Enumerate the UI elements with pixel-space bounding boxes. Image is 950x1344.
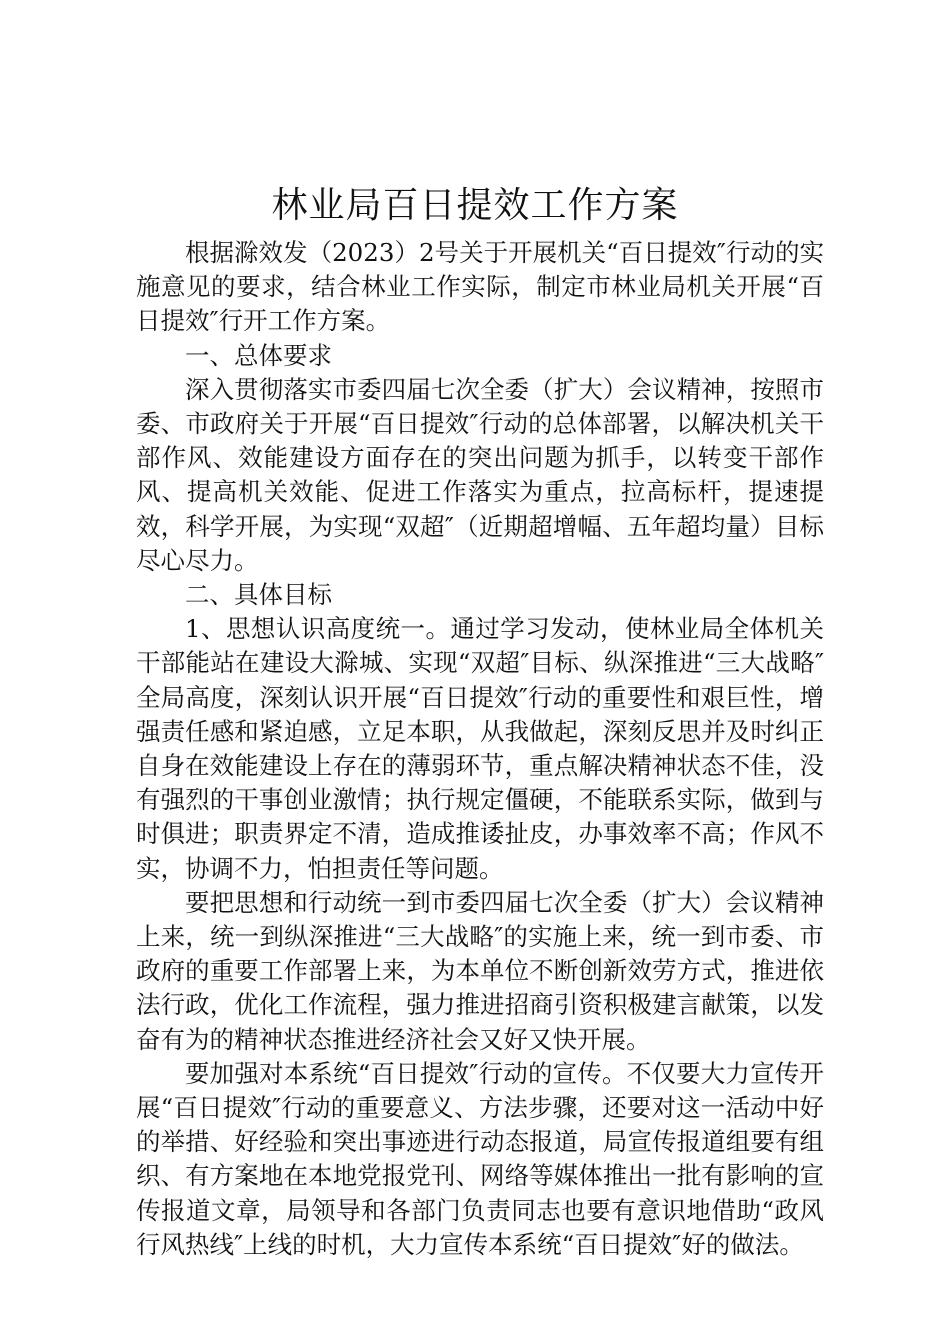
- general-requirements-paragraph: 深入贯彻落实市委四届七次全委（扩大）会议精神，按照市委、市政府关于开展“百日提效″行动的总体部署，以解决机关干部作风、效能建设方面存在的突出问题为抓手，以转变干部作风、提高机关效能、促进工作落实为重点，拉高标杆，提速提效，科学开展，为实现“双超″（近期超增幅、五年超均量）目标尽心尽力。: [136, 374, 824, 575]
- goal-1-paragraph: 1、思想认识高度统一。通过学习发动，使林业局全体机关干部能站在建设大滁城、实现“双超″目标、纵深推进“三大战略″全局高度，深刻认识开展“百日提效″行动的重要性和艰巨性，增强责任感和紧迫感，立足本职，从我做起，深刻反思并及时纠正自身在效能建设上存在的薄弱环节，重点解决精神状态不佳，没有强烈的干事创业激情；执行规定僵硬，不能联系实际，做到与时俱进；职责界定不清，造成推诿扯皮，办事效率不高；作风不实，协调不力，怕担责任等问题。: [136, 614, 824, 883]
- unify-thinking-paragraph: 要把思想和行动统一到市委四届七次全委（扩大）会议精神上来，统一到纵深推进“三大战略″的实施上来，统一到市委、市政府的重要工作部署上来，为本单位不断创新效劳方式，推进依法行政，优化工作流程，强力推进招商引资积极建言献策，以发奋有为的精神状态推进经济社会又好又快开展。: [136, 887, 824, 1054]
- section-heading-general-requirements: 一、总体要求: [185, 340, 332, 370]
- section-heading-specific-goals: 二、具体目标: [185, 580, 332, 610]
- publicity-paragraph: 要加强对本系统“百日提效″行动的宣传。不仅要大力宣传开展“百日提效″行动的重要意义、方法步骤，还要对这一活动中好的举措、好经验和突出事迹进行动态报道，局宣传报道组要有组织、有方案地在本地党报党刊、网络等媒体推出一批有影响的宣传报道文章，局领导和各部门负责同志也要有意识地借助“政风行风热线″上线的时机，大力宣传本系统“百日提效″好的做法。: [136, 1058, 824, 1259]
- intro-paragraph: 根据滁效发（2023）2号关于开展机关“百日提效″行动的实施意见的要求，结合林业工作实际，制定市林业局机关开展“百日提效″行开工作方案。: [136, 238, 824, 336]
- document-title: 林业局百日提效工作方案: [271, 185, 679, 226]
- document-body: [136, 236, 824, 1262]
